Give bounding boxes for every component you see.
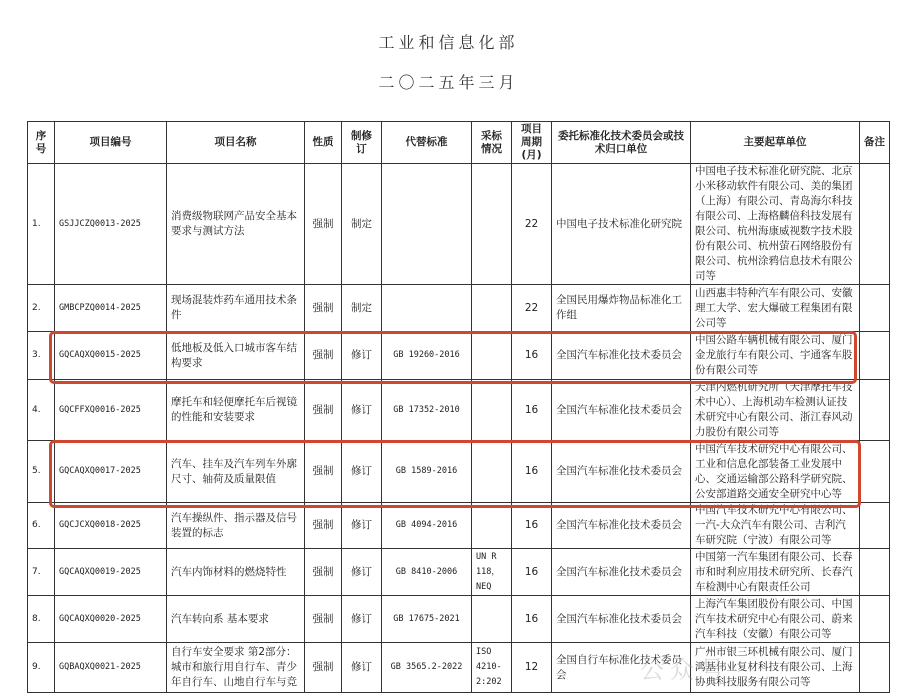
cell-period: 16 [512, 380, 552, 441]
cell-committee: 全国汽车标准化技术委员会 [552, 441, 691, 503]
cell-name: 消费级物联网产品安全基本要求与测试方法 [167, 164, 305, 285]
cell-nature: 强制 [305, 503, 342, 549]
table-row [28, 332, 890, 380]
cell-drafters: 中国公路车辆机械有限公司、厦门金龙旅行车有限公司、宇通客车股份有限公司等 [691, 332, 860, 380]
cell-nature: 强制 [305, 380, 342, 441]
table-row [28, 441, 890, 503]
cell-name: 低地板及低入口城市客车结构要求 [167, 332, 305, 380]
cell-nature: 强制 [305, 285, 342, 332]
cell-adopt [472, 285, 512, 332]
cell-code: GQCAQXQ0017-2025 [55, 441, 167, 503]
cell-adopt [472, 332, 512, 380]
cell-drafters: 中国汽车技术研究中心有限公司、工业和信息化部装备工业发展中心、交通运输部公路科学研究院、公安部道路交通安全研究中心等 [691, 441, 860, 503]
cell-code: GQCJCXQ0018-2025 [55, 503, 167, 549]
cell-code: GQCFFXQ0016-2025 [55, 380, 167, 441]
watermark: 公众号 [640, 656, 730, 684]
cell-nature: 强制 [305, 549, 342, 596]
cell-period: 16 [512, 596, 552, 643]
cell-no: 5. [28, 441, 55, 503]
cell-drafters: 广州市银三环机械有限公司、厦门鸿基伟业复材科技有限公司、上海协典科技服务有限公司等 [691, 643, 860, 693]
cell-drafters: 中国第一汽车集团有限公司、长春市和时利应用技术研究所、长春汽车检测中心有限责任公司 [691, 549, 860, 596]
cell-committee: 全国汽车标准化技术委员会 [552, 549, 691, 596]
cell-drafters: 上海汽车集团股份有限公司、中国汽车技术研究中心有限公司、蔚来汽车科技（安徽）有限公司等 [691, 596, 860, 643]
cell-replace [382, 285, 472, 332]
table-row [28, 380, 890, 441]
cell-period: 16 [512, 503, 552, 549]
cell-adopt [472, 503, 512, 549]
cell-type: 修订 [342, 503, 382, 549]
cell-note [860, 332, 890, 380]
cell-committee: 全国汽车标准化技术委员会 [552, 596, 691, 643]
cell-replace: GB 8410-2006 [382, 549, 472, 596]
cell-no: 2. [28, 285, 55, 332]
cell-replace [382, 164, 472, 285]
cell-period: 16 [512, 549, 552, 596]
cell-name: 摩托车和轻便摩托车后视镜的性能和安装要求 [167, 380, 305, 441]
cell-adopt: ISO 4210-2:202 [472, 643, 512, 693]
cell-replace: GB 4094-2016 [382, 503, 472, 549]
cell-name: 汽车转向系 基本要求 [167, 596, 305, 643]
cell-type: 修订 [342, 441, 382, 503]
cell-name: 汽车、挂车及汽车列车外廓尺寸、轴荷及质量限值 [167, 441, 305, 503]
column-header: 性质 [305, 122, 342, 164]
cell-drafters: 山西惠丰特种汽车有限公司、安徽理工大学、宏大爆破工程集团有限公司等 [691, 285, 860, 332]
cell-name: 汽车操纵件、指示器及信号装置的标志 [167, 503, 305, 549]
cell-note [860, 549, 890, 596]
cell-note [860, 164, 890, 285]
cell-code: GQCAQXQ0015-2025 [55, 332, 167, 380]
cell-nature: 强制 [305, 596, 342, 643]
cell-name: 汽车内饰材料的燃烧特性 [167, 549, 305, 596]
cell-note [860, 441, 890, 503]
cell-committee: 中国电子技术标准化研究院 [552, 164, 691, 285]
cell-type: 修订 [342, 549, 382, 596]
cell-period: 22 [512, 285, 552, 332]
cell-note [860, 596, 890, 643]
column-header: 项目名称 [167, 122, 305, 164]
cell-replace: GB 17675-2021 [382, 596, 472, 643]
cell-nature: 强制 [305, 643, 342, 693]
cell-type: 修订 [342, 596, 382, 643]
cell-type: 修订 [342, 380, 382, 441]
cell-type: 制定 [342, 164, 382, 285]
cell-type: 修订 [342, 643, 382, 693]
cell-committee: 全国汽车标准化技术委员会 [552, 380, 691, 441]
cell-nature: 强制 [305, 164, 342, 285]
cell-no: 8. [28, 596, 55, 643]
cell-replace: GB 17352-2010 [382, 380, 472, 441]
cell-drafters: 中国电子技术标准化研究院、北京小米移动软件有限公司、美的集团（上海）有限公司、青岛海尔科技有限公司、上海格麟倍科技发展有限公司、杭州海康威视数字技术股份有限公司、杭州萤石网络股份有限公司、杭州涂鸦信息技术有限公司等 [691, 164, 860, 285]
cell-code: GSJJCZQ0013-2025 [55, 164, 167, 285]
cell-adopt: UN R 118，NEQ [472, 549, 512, 596]
column-header: 项目周期(月) [512, 122, 552, 164]
cell-no: 9. [28, 643, 55, 693]
standards-project-table [27, 121, 890, 693]
table-row [28, 549, 890, 596]
cell-adopt [472, 596, 512, 643]
cell-note [860, 380, 890, 441]
cell-adopt [472, 441, 512, 503]
column-header: 委托标准化技术委员会或技术归口单位 [552, 122, 691, 164]
cell-no: 3. [28, 332, 55, 380]
cell-no: 4. [28, 380, 55, 441]
cell-no: 7. [28, 549, 55, 596]
cell-committee: 全国民用爆炸物品标准化工作组 [552, 285, 691, 332]
table-header [28, 122, 890, 164]
cell-code: GMBCPZQ0014-2025 [55, 285, 167, 332]
cell-nature: 强制 [305, 332, 342, 380]
column-header: 项目编号 [55, 122, 167, 164]
column-header: 主要起草单位 [691, 122, 860, 164]
column-header: 备注 [860, 122, 890, 164]
issuing-organization: 工业和信息化部 [378, 33, 519, 52]
cell-committee: 全国汽车标准化技术委员会 [552, 503, 691, 549]
cell-committee: 全国汽车标准化技术委员会 [552, 332, 691, 380]
cell-code: GQCAQXQ0020-2025 [55, 596, 167, 643]
cell-name: 自行车安全要求 第2部分：城市和旅行用自行车、青少年自行车、山地自行车与竞 [167, 643, 305, 693]
table-row [28, 503, 890, 549]
cell-period: 12 [512, 643, 552, 693]
cell-period: 16 [512, 441, 552, 503]
cell-nature: 强制 [305, 441, 342, 503]
cell-no: 1. [28, 164, 55, 285]
cell-note [860, 643, 890, 693]
cell-drafters: 中国汽车技术研究中心有限公司、一汽-大众汽车有限公司、吉利汽车研究院（宁波）有限公司等 [691, 503, 860, 549]
cell-adopt [472, 164, 512, 285]
cell-name: 现场混装炸药车通用技术条件 [167, 285, 305, 332]
issue-date: 二〇二五年三月 [378, 73, 519, 92]
cell-type: 制定 [342, 285, 382, 332]
cell-no: 6. [28, 503, 55, 549]
cell-drafters: 天津内燃机研究所（天津摩托车技术中心）、上海机动车检测认证技术研究中心有限公司、浙江春风动力股份有限公司等 [691, 380, 860, 441]
column-header: 制修订 [342, 122, 382, 164]
table-row [28, 285, 890, 332]
cell-committee: 全国自行车标准化技术委员会 [552, 643, 691, 693]
cell-period: 16 [512, 332, 552, 380]
cell-type: 修订 [342, 332, 382, 380]
cell-note [860, 285, 890, 332]
table-row [28, 164, 890, 285]
column-header: 采标情况 [472, 122, 512, 164]
cell-note [860, 503, 890, 549]
table-row [28, 643, 890, 693]
cell-adopt [472, 380, 512, 441]
table-row [28, 596, 890, 643]
cell-replace: GB 1589-2016 [382, 441, 472, 503]
cell-code: GQBAQXQ0021-2025 [55, 643, 167, 693]
column-header: 代替标准 [382, 122, 472, 164]
cell-replace: GB 3565.2-2022 [382, 643, 472, 693]
cell-period: 22 [512, 164, 552, 285]
column-header: 序号 [28, 122, 55, 164]
cell-code: GQCAQXQ0019-2025 [55, 549, 167, 596]
cell-replace: GB 19260-2016 [382, 332, 472, 380]
